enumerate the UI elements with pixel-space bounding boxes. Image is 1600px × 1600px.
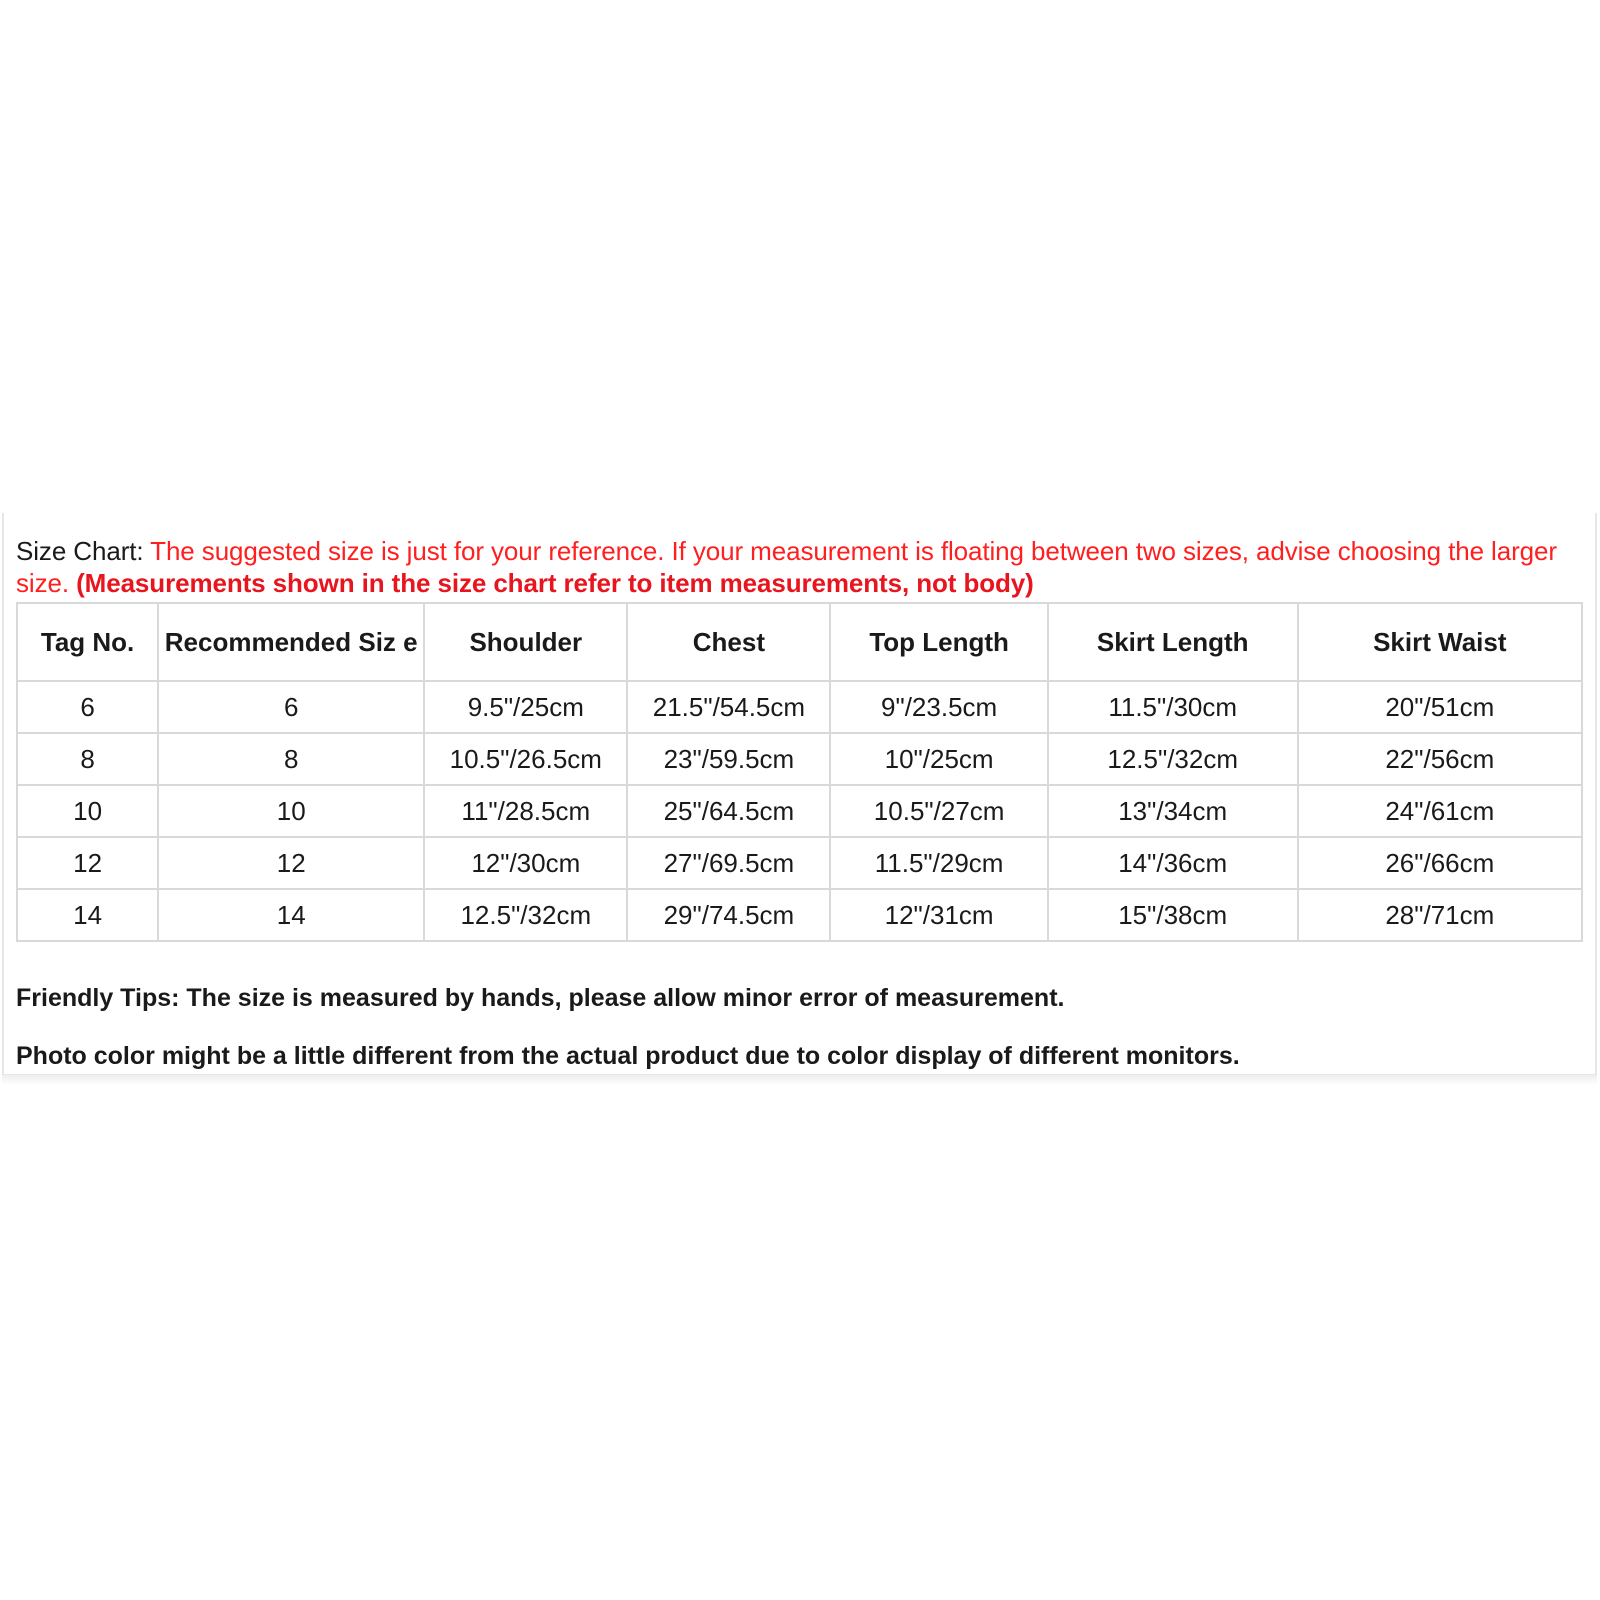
size-notice: The suggested size is just for your reference. If your measurement is floating between two sizes, advise choosing the larger size. — [16, 536, 1557, 598]
table-cell: 26"/66cm — [1298, 837, 1582, 889]
measurement-note: (Measurements shown in the size chart refer to item measurements, not body) — [76, 568, 1034, 598]
column-header: Chest — [627, 603, 830, 681]
table-cell: 6 — [17, 681, 158, 733]
panel-shadow — [2, 1075, 1597, 1085]
column-header: Skirt Waist — [1298, 603, 1582, 681]
table-cell: 13"/34cm — [1048, 785, 1298, 837]
table-cell: 8 — [158, 733, 424, 785]
column-header: Recommended Siz e — [158, 603, 424, 681]
size-chart-title: Size Chart — [16, 536, 137, 566]
title-separator: : — [136, 536, 144, 566]
size-table — [16, 602, 1583, 942]
table-cell: 11.5"/30cm — [1048, 681, 1298, 733]
table-cell: 27"/69.5cm — [627, 837, 830, 889]
column-header: Shoulder — [424, 603, 627, 681]
table-row — [17, 681, 1582, 733]
table-row — [17, 889, 1582, 941]
column-header: Tag No. — [17, 603, 158, 681]
table-cell: 20"/51cm — [1298, 681, 1582, 733]
table-cell: 10 — [158, 785, 424, 837]
table-cell: 6 — [158, 681, 424, 733]
table-cell: 22"/56cm — [1298, 733, 1582, 785]
header-row — [17, 603, 1582, 681]
table-cell: 10 — [17, 785, 158, 837]
table-cell: 11.5"/29cm — [830, 837, 1047, 889]
table-row — [17, 733, 1582, 785]
size-chart-intro — [16, 535, 1586, 599]
table-cell: 14 — [158, 889, 424, 941]
table-cell: 21.5"/54.5cm — [627, 681, 830, 733]
table-cell: 12 — [17, 837, 158, 889]
table-cell: 10"/25cm — [830, 733, 1047, 785]
table-cell: 28"/71cm — [1298, 889, 1582, 941]
table-cell: 12"/31cm — [830, 889, 1047, 941]
table-row — [17, 785, 1582, 837]
column-header: Skirt Length — [1048, 603, 1298, 681]
table-cell: 14"/36cm — [1048, 837, 1298, 889]
column-header: Top Length — [830, 603, 1047, 681]
table-row — [17, 837, 1582, 889]
table-cell: 11"/28.5cm — [424, 785, 627, 837]
table-cell: 12.5"/32cm — [424, 889, 627, 941]
table-body — [17, 681, 1582, 941]
table-cell: 12.5"/32cm — [1048, 733, 1298, 785]
friendly-tips: Friendly Tips: The size is measured by hands, please allow minor error of measurement. — [16, 984, 1065, 1012]
table-cell: 23"/59.5cm — [627, 733, 830, 785]
table-cell: 29"/74.5cm — [627, 889, 830, 941]
table-cell: 14 — [17, 889, 158, 941]
table-cell: 8 — [17, 733, 158, 785]
table-cell: 15"/38cm — [1048, 889, 1298, 941]
table-cell: 10.5"/26.5cm — [424, 733, 627, 785]
table-cell: 12"/30cm — [424, 837, 627, 889]
table-cell: 10.5"/27cm — [830, 785, 1047, 837]
table-cell: 25"/64.5cm — [627, 785, 830, 837]
color-disclaimer: Photo color might be a little different from the actual product due to color display of different monitors. — [16, 1042, 1240, 1070]
table-cell: 12 — [158, 837, 424, 889]
table-cell: 9.5"/25cm — [424, 681, 627, 733]
table-cell: 24"/61cm — [1298, 785, 1582, 837]
table-cell: 9"/23.5cm — [830, 681, 1047, 733]
